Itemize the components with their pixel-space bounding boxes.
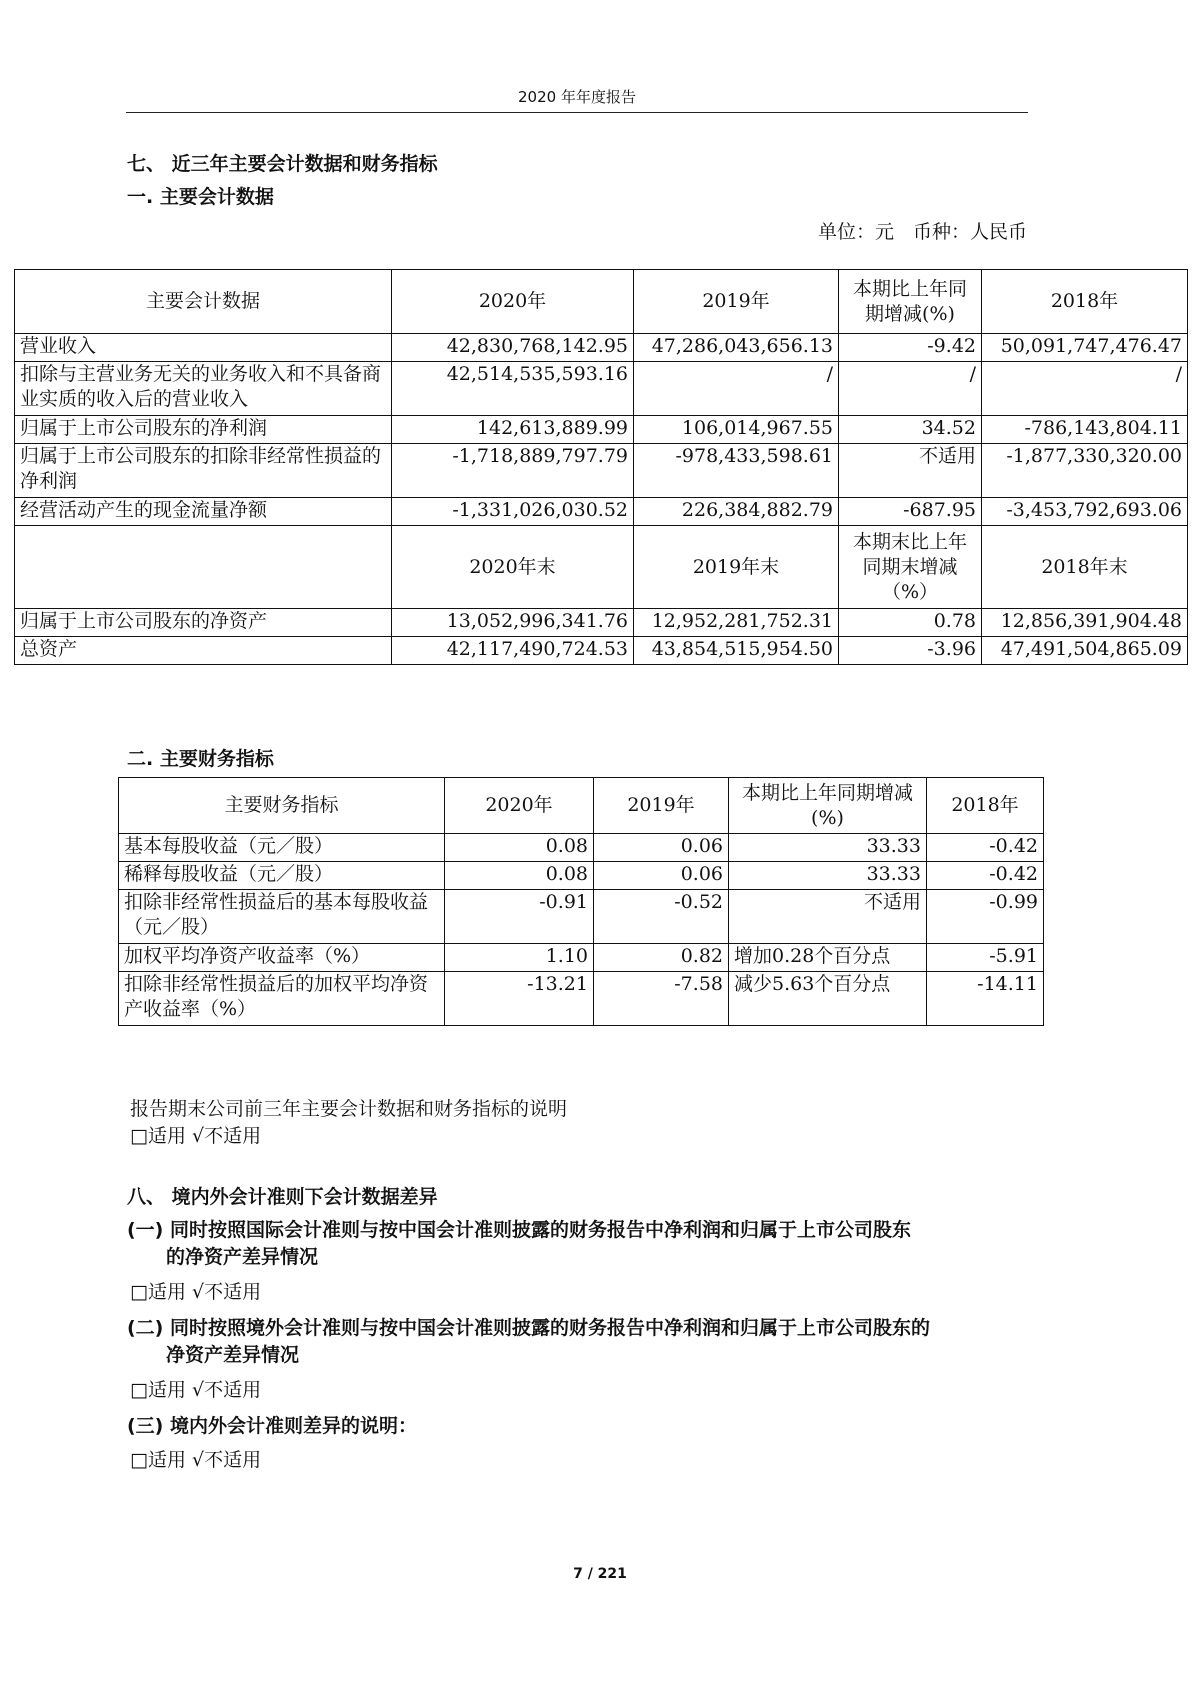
value-cell: 47,286,043,656.13 [634, 334, 839, 362]
header-cell: 2019年 [634, 270, 839, 334]
row-label: 归属于上市公司股东的扣除非经常性损益的净利润 [15, 444, 392, 498]
section-8-heading: 八、 境内外会计准则下会计数据差异 [127, 1186, 438, 1208]
row-label: 营业收入 [15, 334, 392, 362]
row-label: 归属于上市公司股东的净利润 [15, 416, 392, 444]
applicability-status: □适用 √不适用 [130, 1125, 262, 1147]
indicator-note: 报告期末公司前三年主要会计数据和财务指标的说明 [130, 1098, 568, 1120]
table-row [119, 862, 1044, 890]
page-header-title: 2020 年年度报告 [518, 88, 636, 106]
header-cell: 主要财务指标 [119, 778, 445, 834]
table-row [119, 972, 1044, 1026]
applicability-status: □适用 √不适用 [130, 1281, 262, 1303]
row-label: 总资产 [15, 637, 392, 665]
row-label: 基本每股收益（元／股） [119, 834, 445, 862]
value-cell: -5.91 [927, 944, 1044, 972]
unit-label: 单位：元 币种：人民币 [817, 221, 1027, 243]
value-cell: -0.42 [927, 834, 1044, 862]
value-cell: 不适用 [839, 444, 982, 498]
header-cell: 2020年 [445, 778, 594, 834]
value-cell: -978,433,598.61 [634, 444, 839, 498]
row-label: 归属于上市公司股东的净资产 [15, 609, 392, 637]
header-cell: 2018年 [982, 270, 1188, 334]
value-cell: 42,830,768,142.95 [392, 334, 634, 362]
value-cell: 1.10 [445, 944, 594, 972]
subsection-1-heading: 一. 主要会计数据 [127, 186, 274, 208]
row-label: 加权平均净资产收益率（%） [119, 944, 445, 972]
header-cell [15, 526, 392, 609]
header-cell: 2018年 [927, 778, 1044, 834]
value-cell: 47,491,504,865.09 [982, 637, 1188, 665]
table-row [119, 890, 1044, 944]
value-cell: -3,453,792,693.06 [982, 498, 1188, 526]
table-row [15, 416, 1188, 444]
item-3-heading: (三) 境内外会计准则差异的说明： [127, 1415, 417, 1437]
value-cell: 13,052,996,341.76 [392, 609, 634, 637]
value-cell: 43,854,515,954.50 [634, 637, 839, 665]
financial-indicators-table [118, 777, 1044, 1026]
value-cell: 226,384,882.79 [634, 498, 839, 526]
table-row [15, 609, 1188, 637]
value-cell: 增加0.28个百分点 [729, 944, 927, 972]
header-cell: 本期末比上年同期末增减（%） [839, 526, 982, 609]
value-cell: -13.21 [445, 972, 594, 1026]
value-cell: 0.82 [594, 944, 729, 972]
table-subheader-row [15, 526, 1188, 609]
value-cell: 0.78 [839, 609, 982, 637]
page-number: 7 / 221 [573, 1566, 627, 1582]
value-cell: -687.95 [839, 498, 982, 526]
value-cell: -786,143,804.11 [982, 416, 1188, 444]
value-cell: -3.96 [839, 637, 982, 665]
value-cell: 12,856,391,904.48 [982, 609, 1188, 637]
subsection-2-heading: 二. 主要财务指标 [127, 748, 274, 770]
value-cell: / [982, 362, 1188, 416]
value-cell: -1,331,026,030.52 [392, 498, 634, 526]
value-cell: 0.08 [445, 862, 594, 890]
table-row [15, 637, 1188, 665]
header-cell: 2020年末 [392, 526, 634, 609]
value-cell: -0.91 [445, 890, 594, 944]
value-cell: 142,613,889.99 [392, 416, 634, 444]
section-7-heading: 七、 近三年主要会计数据和财务指标 [127, 153, 438, 175]
applicability-status: □适用 √不适用 [130, 1449, 262, 1471]
item-2-heading-cont: 净资产差异情况 [166, 1344, 300, 1366]
value-cell: 42,117,490,724.53 [392, 637, 634, 665]
header-cell: 本期比上年同期增减(%) [839, 270, 982, 334]
value-cell: -1,718,889,797.79 [392, 444, 634, 498]
row-label: 扣除与主营业务无关的业务收入和不具备商业实质的收入后的营业收入 [15, 362, 392, 416]
table-row [15, 362, 1188, 416]
value-cell: 12,952,281,752.31 [634, 609, 839, 637]
item-1-heading: (一) 同时按照国际会计准则与按中国会计准则披露的财务报告中净利润和归属于上市公司股东 [127, 1219, 911, 1241]
value-cell: 减少5.63个百分点 [729, 972, 927, 1026]
table-row [15, 498, 1188, 526]
applicability-status: □适用 √不适用 [130, 1379, 262, 1401]
value-cell: / [839, 362, 982, 416]
header-cell: 2019年 [594, 778, 729, 834]
table-header-row [119, 778, 1044, 834]
row-label: 扣除非经常性损益后的基本每股收益（元／股） [119, 890, 445, 944]
table-row [119, 834, 1044, 862]
header-cell: 主要会计数据 [15, 270, 392, 334]
item-2-heading: (二) 同时按照境外会计准则与按中国会计准则披露的财务报告中净利润和归属于上市公司股东的 [127, 1317, 930, 1339]
accounting-data-table [14, 269, 1188, 665]
value-cell: / [634, 362, 839, 416]
value-cell: -14.11 [927, 972, 1044, 1026]
table-row [15, 444, 1188, 498]
header-cell: 2018年末 [982, 526, 1188, 609]
item-1-heading-cont: 的净资产差异情况 [166, 1246, 319, 1268]
value-cell: 0.08 [445, 834, 594, 862]
value-cell: -0.99 [927, 890, 1044, 944]
value-cell: 33.33 [729, 834, 927, 862]
value-cell: -7.58 [594, 972, 729, 1026]
row-label: 稀释每股收益（元／股） [119, 862, 445, 890]
value-cell: -9.42 [839, 334, 982, 362]
value-cell: -0.52 [594, 890, 729, 944]
value-cell: -1,877,330,320.00 [982, 444, 1188, 498]
value-cell: 42,514,535,593.16 [392, 362, 634, 416]
row-label: 扣除非经常性损益后的加权平均净资产收益率（%） [119, 972, 445, 1026]
table-row [119, 944, 1044, 972]
header-cell: 本期比上年同期增减(%) [729, 778, 927, 834]
value-cell: 0.06 [594, 862, 729, 890]
value-cell: 106,014,967.55 [634, 416, 839, 444]
value-cell: 0.06 [594, 834, 729, 862]
value-cell: -0.42 [927, 862, 1044, 890]
table-row [15, 334, 1188, 362]
value-cell: 50,091,747,476.47 [982, 334, 1188, 362]
row-label: 经营活动产生的现金流量净额 [15, 498, 392, 526]
value-cell: 不适用 [729, 890, 927, 944]
table-header-row [15, 270, 1188, 334]
header-cell: 2019年末 [634, 526, 839, 609]
header-cell: 2020年 [392, 270, 634, 334]
value-cell: 33.33 [729, 862, 927, 890]
header-divider [126, 112, 1028, 113]
value-cell: 34.52 [839, 416, 982, 444]
